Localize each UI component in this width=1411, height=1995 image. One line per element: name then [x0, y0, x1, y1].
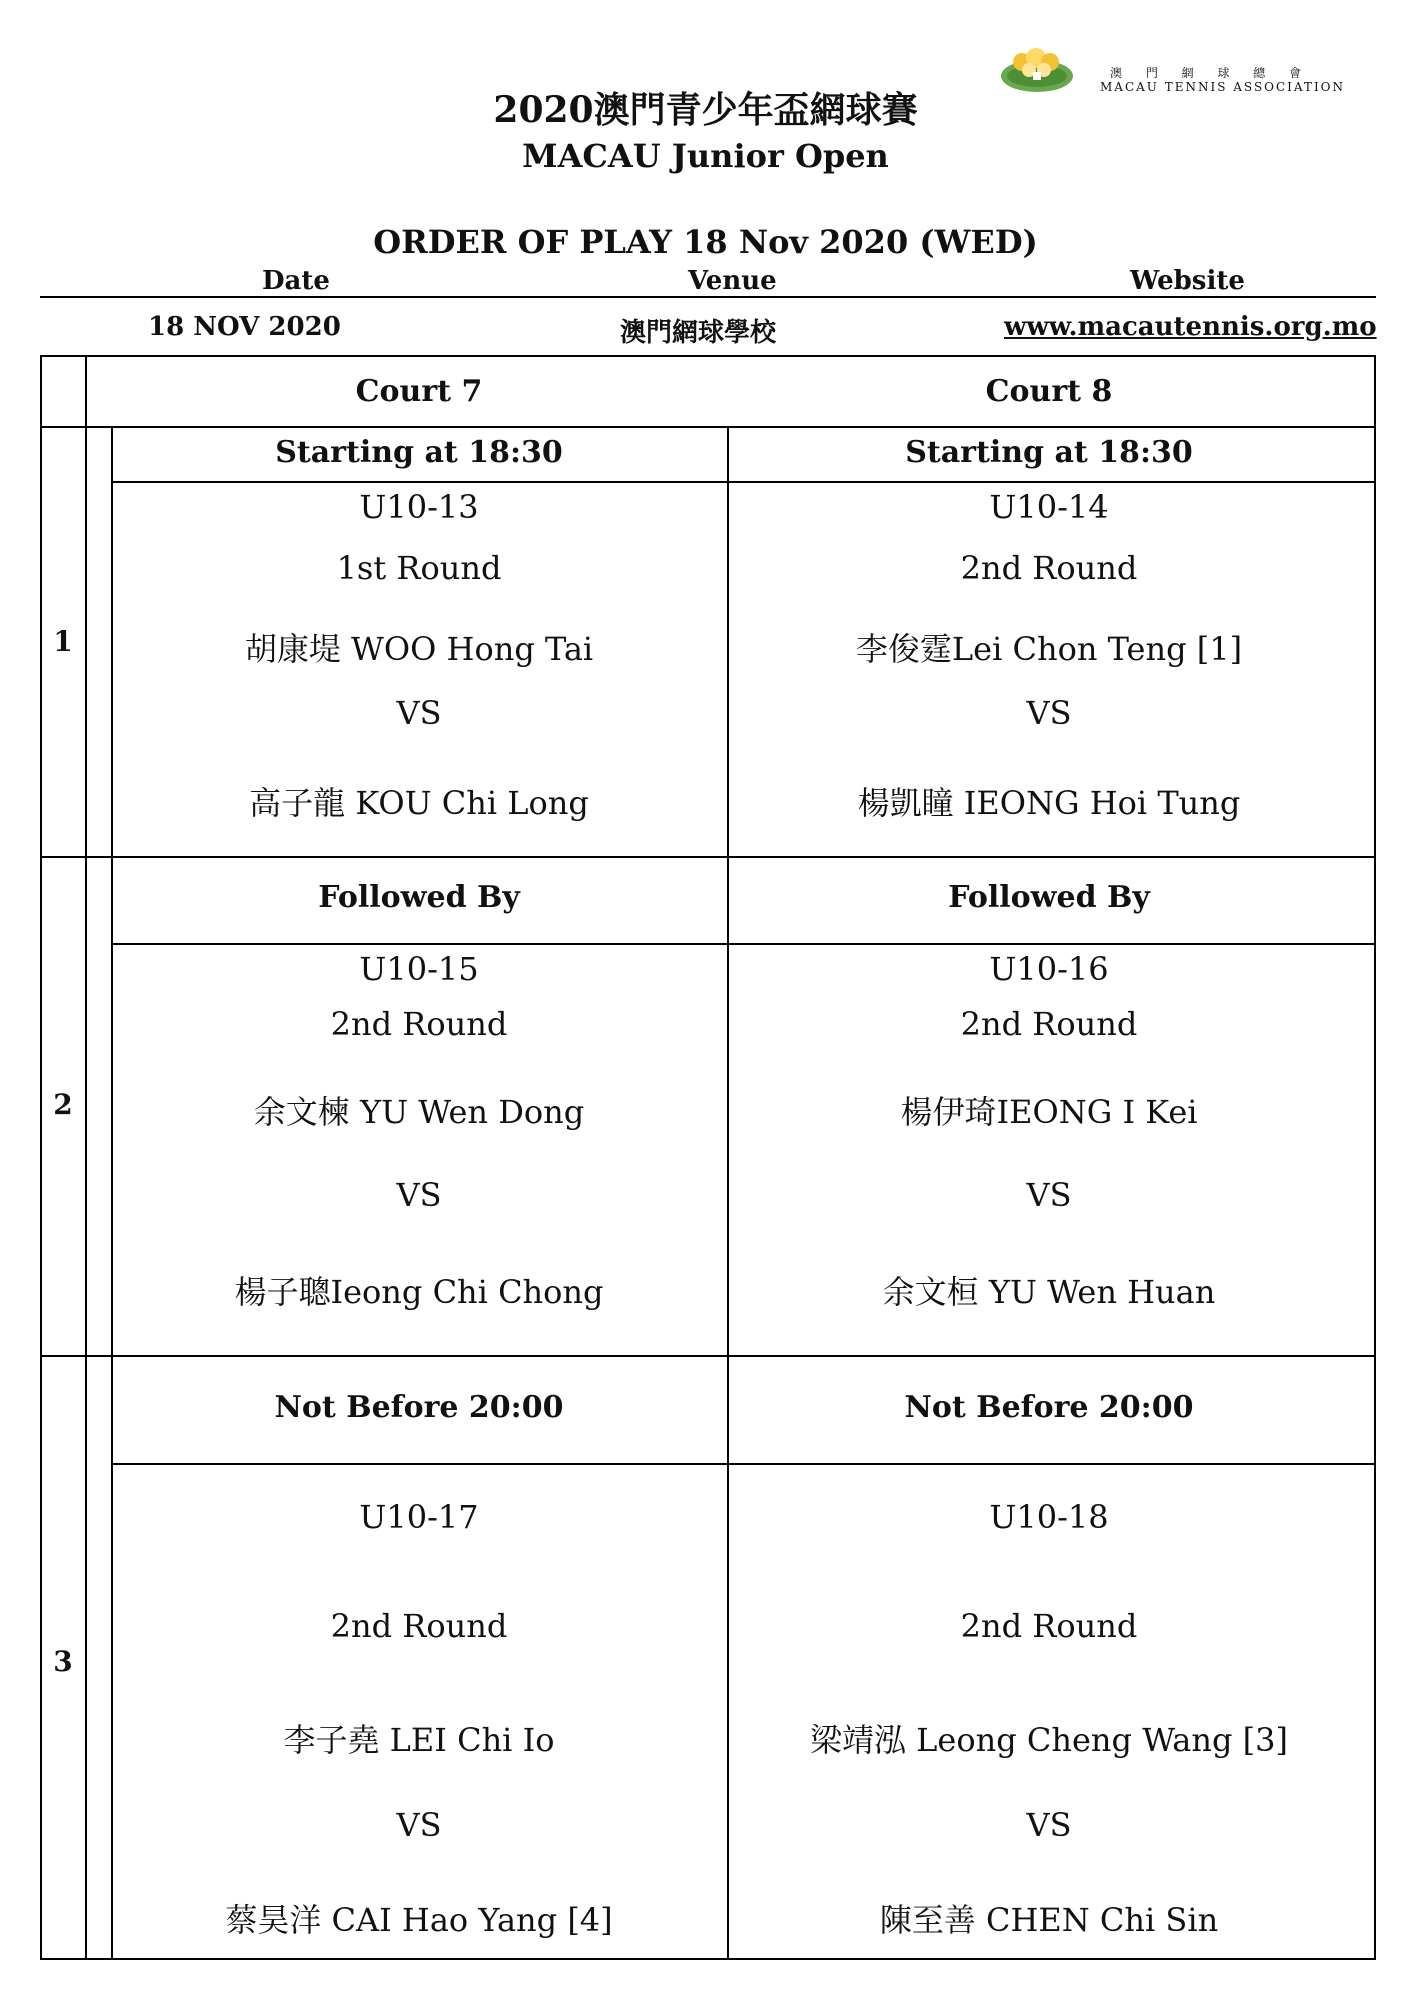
table-divider — [112, 943, 1376, 945]
macau-tennis-association-logo-icon — [1000, 44, 1074, 94]
table-divider — [40, 856, 1376, 858]
slot-number: 1 — [53, 625, 73, 658]
title-english: MACAU Junior Open — [522, 137, 889, 175]
player-1: 胡康堤 WOO Hong Tai — [244, 630, 594, 668]
association-name-chinese: 澳 門 網 球 總 會 — [1110, 66, 1312, 80]
match-round: 2nd Round — [330, 1607, 508, 1645]
match-code: U10-16 — [989, 950, 1109, 988]
player-1: 余文楝 YU Wen Dong — [253, 1093, 585, 1131]
player-2: 高子龍 KOU Chi Long — [249, 784, 589, 822]
player-1: 李俊霆Lei Chon Teng [1] — [855, 630, 1243, 668]
vs-label: VS — [396, 1806, 442, 1844]
website-link[interactable]: www.macautennis.org.mo — [1004, 312, 1377, 342]
player-2: 陳至善 CHEN Chi Sin — [879, 1901, 1219, 1939]
player-2: 楊凱瞳 IEONG Hoi Tung — [857, 784, 1241, 822]
vs-label: VS — [1026, 694, 1072, 732]
match-code: U10-15 — [359, 950, 479, 988]
date-value: 18 NOV 2020 — [148, 312, 341, 342]
slot-number: 3 — [53, 1645, 73, 1678]
match-round: 2nd Round — [960, 549, 1138, 587]
court-8-header: Court 8 — [985, 374, 1113, 409]
association-name-english: MACAU TENNIS ASSOCIATION — [1100, 80, 1346, 94]
slot-number: 2 — [53, 1088, 73, 1121]
match-code: U10-18 — [989, 1498, 1109, 1536]
match-round: 1st Round — [336, 549, 502, 587]
table-divider — [40, 1355, 1376, 1357]
player-2: 蔡昊洋 CAI Hao Yang [4] — [225, 1901, 613, 1939]
table-divider — [112, 1463, 1376, 1465]
slot-time-header: Not Before 20:00 — [274, 1390, 564, 1425]
player-1: 楊伊琦IEONG I Kei — [900, 1093, 1198, 1131]
player-1: 梁靖泓 Leong Cheng Wang [3] — [810, 1721, 1288, 1759]
match-round: 2nd Round — [960, 1005, 1138, 1043]
order-of-play-heading: ORDER OF PLAY 18 Nov 2020 (WED) — [373, 223, 1038, 261]
player-2: 余文桓 YU Wen Huan — [882, 1273, 1216, 1311]
header-divider-top — [40, 296, 1376, 298]
match-code: U10-13 — [359, 488, 479, 526]
vs-label: VS — [396, 1176, 442, 1214]
table-divider — [40, 426, 1376, 428]
match-round: 2nd Round — [960, 1607, 1138, 1645]
date-label: Date — [262, 266, 330, 296]
slot-time-header: Followed By — [948, 880, 1150, 915]
table-divider — [111, 427, 113, 1960]
match-code: U10-14 — [989, 488, 1109, 526]
player-1: 李子堯 LEI Chi Io — [283, 1721, 555, 1759]
table-divider — [112, 481, 1376, 483]
table-divider — [85, 357, 87, 1960]
slot-time-header: Followed By — [318, 880, 520, 915]
match-code: U10-17 — [359, 1498, 479, 1536]
slot-time-header: Starting at 18:30 — [275, 435, 563, 470]
title-chinese: 2020澳門青少年盃網球賽 — [493, 89, 918, 131]
website-label: Website — [1130, 266, 1245, 296]
vs-label: VS — [396, 694, 442, 732]
venue-value: 澳門網球學校 — [620, 318, 777, 348]
slot-time-header: Starting at 18:30 — [905, 435, 1193, 470]
vs-label: VS — [1026, 1176, 1072, 1214]
vs-label: VS — [1026, 1806, 1072, 1844]
court-7-header: Court 7 — [355, 374, 483, 409]
table-divider — [727, 427, 729, 1960]
venue-label: Venue — [688, 266, 777, 296]
player-2: 楊子聰Ieong Chi Chong — [234, 1273, 604, 1311]
match-round: 2nd Round — [330, 1005, 508, 1043]
slot-time-header: Not Before 20:00 — [904, 1390, 1194, 1425]
